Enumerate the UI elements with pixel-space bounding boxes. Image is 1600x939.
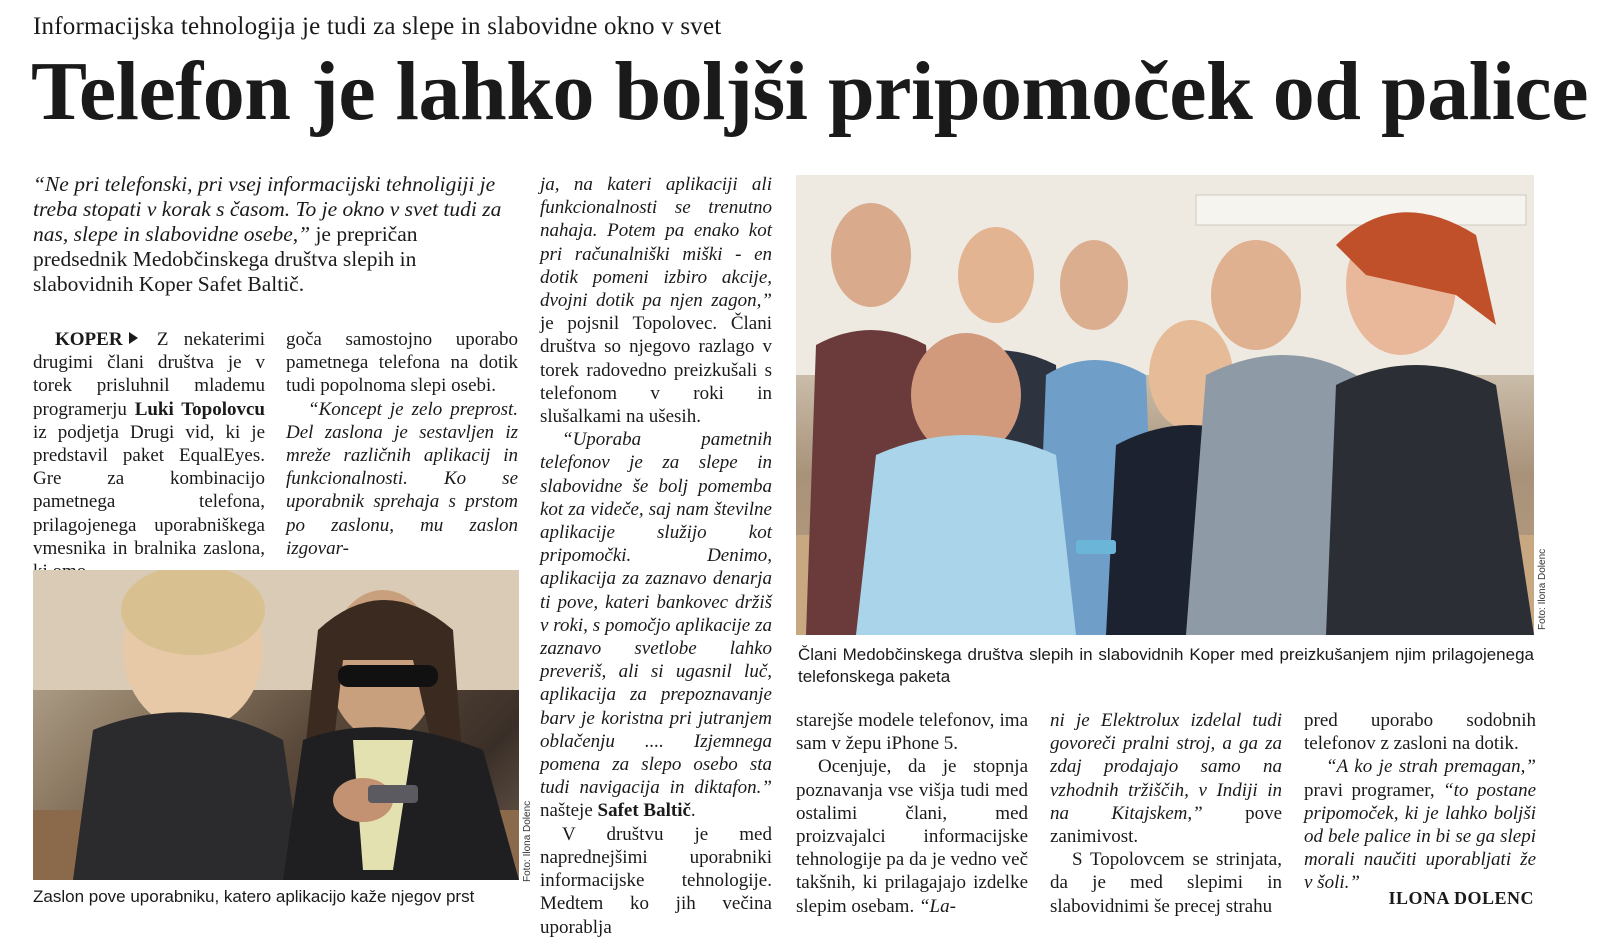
photo-group-testing-phone	[796, 175, 1534, 635]
article-column-1	[33, 328, 265, 583]
col3-name: Safet Baltič	[597, 800, 691, 822]
col5-quote: ni je Elektrolux izdelal tudi govoreči pralni stroj, a ga za zdaj prodajajo samo na vzhodnih tržiščih, v Indiji in na Kitajskem,”	[1050, 710, 1282, 824]
col6-text: pravi programer,	[1304, 779, 1444, 801]
photo2-credit: Foto: Ilona Dolenc	[1537, 548, 1548, 630]
article-column-2	[286, 328, 518, 560]
col5-paragraph-2: S Topolovcem se strinjata, da je med slepimi in slabovidnimi še precej strahu	[1050, 849, 1282, 917]
article-column-3	[540, 173, 772, 939]
article-column-6	[1304, 709, 1536, 895]
col3-text-1: je pojsnil Topolovec. Člani društva so njegovo razlago v torek radovedno preizkušali s telefonom v roki in slušalkami na ušesih.	[540, 313, 772, 428]
photo1-credit: Foto: Ilona Dolenc	[522, 800, 533, 882]
col6-quote-2: “to postane pripomoček, ki je lahko boljši od bele palice in bi se ga slepi morali naučiti uporabljati že v šoli.”	[1304, 779, 1537, 894]
photo2-caption: Člani Medobčinskega društva slepih in slabovidnih Koper med preizkušanjem njim prilagojenega telefonskega paketa	[798, 645, 1534, 686]
dateline-arrow-icon	[129, 332, 138, 344]
article-column-4	[796, 709, 1028, 918]
col3-text-3: .	[690, 800, 696, 822]
photo-two-men-phone	[33, 570, 519, 880]
col1-name: Luki Topolovcu	[134, 398, 265, 420]
col3-quote-2: “Uporaba pametnih telefonov je za slepe in slabovidne še bolj pomemba kot za videče, saj nam številne aplikacije služijo kot pripomočki. Denimo, aplikacija za zaznavo denarja ti pove, kateri bankovec držiš v roki, s pomočjo aplikacije za zaznavo svetlobe lahko preveriš, ali si ugasnil luč, aplikacija za prepoznavanje barv je koristna pri jutranjem oblačenju .... Izjemnega pomena za slepo osebo sta tudi navigacija in diktafon.”	[540, 429, 772, 799]
col3-quote-1: ja, na kateri aplikaciji ali funkcionalnosti se trenutno nahaja. Potem pa enako kot pri računalniški miški - en dotik pomeni izbiro akcije, dvojni dotik pa njen zagon,”	[540, 174, 772, 312]
col4-paragraph-2: Ocenjuje, da je stopnja poznavanja vse višja tudi med ostalimi člani, med proizvajalci informacijske tehnologije pa da je vedno več takšnih, ki prilagajajo izdelke slepim osebam.	[796, 756, 1028, 917]
col2-quote: “Koncept je zelo preprost. Del zaslona je sestavljen iz mreže različnih aplikacij in funkcionalnosti. Ko se uporabnik sprehaja s prstom po zaslonu, mu zaslon izgovar-	[286, 398, 518, 559]
col5-text: pove zanimivost.	[1050, 802, 1282, 848]
article-kicker: Informacijska tehnologija je tudi za slepe in slabovidne okno v svet	[33, 13, 722, 40]
article-lead	[33, 172, 513, 297]
byline: ILONA DOLENC	[1388, 888, 1534, 908]
col3-text-2: našteje	[540, 800, 598, 822]
col1-text-b: iz podjetja Drugi vid, ki je predstavil paket EqualEyes. Gre za kombinacijo pametnega telefona, prilagojenega uporabniškega vmesnika in bralnika zaslona,	[33, 421, 265, 559]
lead-rest: je prepričan predsednik Medobčinskega društva slepih in slabovidnih Koper Safet Baltič.	[33, 222, 418, 296]
photo1-illustration	[33, 570, 519, 880]
col3-paragraph-3: V društvu je med naprednejšimi uporabniki informacijske tehnologije. Medtem ko jih večina uporablja	[540, 823, 772, 938]
col2-paragraph-1: goča samostojno uporabo pametnega telefona na dotik tudi popolnoma slepi osebi.	[286, 329, 518, 397]
photo2-illustration	[796, 175, 1534, 635]
col6-paragraph-1: pred uporabo sodobnih telefonov z zasloni na dotik.	[1304, 710, 1536, 755]
article-column-5	[1050, 709, 1282, 918]
lead-quote: “Ne pri telefonski, pri vsej informacijski tehnoligiji je treba stopati v korak s časom. To je okno v svet tudi za nas, slepe in slabovidne osebe,”	[33, 172, 502, 246]
article-headline: Telefon je lahko boljši pripomoček od palice	[31, 45, 1588, 138]
col6-quote-1: “A ko je strah premagan,”	[1326, 756, 1536, 778]
col4-quote-start: “La-	[918, 895, 956, 917]
col1-text-a: Z nekaterimi drugimi člani društva je v torek prisluhnil mlademu programerju	[33, 329, 265, 420]
dateline: KOPER	[55, 329, 123, 350]
col4-paragraph-1: starejše modele telefonov, ima sam v žepu iPhone 5.	[796, 710, 1028, 755]
photo1-caption: Zaslon pove uporabniku, katero aplikacijo kaže njegov prst	[33, 887, 475, 906]
